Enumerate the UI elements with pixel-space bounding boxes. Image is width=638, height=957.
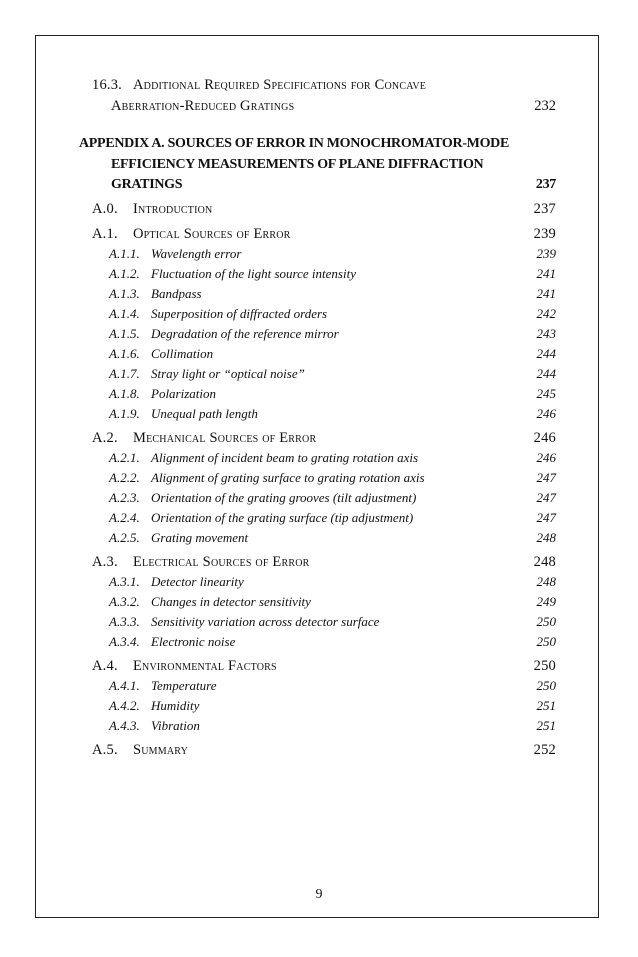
toc-subsection-number: A.3.1. xyxy=(109,574,140,589)
toc-subsection-page: 250 xyxy=(536,678,556,693)
toc-subsection-page: 244 xyxy=(536,366,556,381)
toc-section-number: A.4. xyxy=(92,658,118,674)
toc-subsection-title[interactable]: Fluctuation of the light source intensity xyxy=(151,266,356,281)
toc-section-number: A.1. xyxy=(92,226,118,242)
toc-subsection-number: A.1.8. xyxy=(109,386,140,401)
toc-section-page: 239 xyxy=(533,226,556,242)
appendix-page: 237 xyxy=(535,177,556,192)
toc-subsection-number: A.1.9. xyxy=(109,406,140,421)
toc-subsection-number: A.2.4. xyxy=(109,510,140,525)
toc-subsection-page: 244 xyxy=(536,346,556,361)
toc-section-number: A.5. xyxy=(92,742,118,758)
page-number: 9 xyxy=(315,887,323,902)
toc-subsection-number: A.3.3. xyxy=(109,614,140,629)
toc-subsection-page: 249 xyxy=(536,594,556,609)
toc-subsection-number: A.4.3. xyxy=(109,718,140,733)
toc-subsection-title[interactable]: Wavelength error xyxy=(151,246,242,261)
toc-subsection-number: A.2.5. xyxy=(109,530,140,545)
toc-section-page: 246 xyxy=(533,430,556,446)
toc-subsection-title[interactable]: Bandpass xyxy=(151,286,202,301)
toc-section-number: A.2. xyxy=(92,430,118,446)
toc-subsection-page: 250 xyxy=(536,634,556,649)
toc-subsection-page: 243 xyxy=(536,326,556,341)
toc-subsection-page: 245 xyxy=(536,386,556,401)
toc-subsection-title[interactable]: Temperature xyxy=(151,678,217,693)
toc-subsection-page: 251 xyxy=(536,718,556,733)
appendix-heading-line3[interactable]: GRATINGS xyxy=(111,177,183,192)
toc-subsection-title[interactable]: Polarization xyxy=(151,386,217,401)
toc-subsection-title[interactable]: Grating movement xyxy=(151,530,249,545)
toc-subsection-number: A.2.1. xyxy=(109,450,140,465)
toc-section-summary[interactable]: Summary xyxy=(133,742,189,758)
toc-subsection-number: A.3.2. xyxy=(109,594,140,609)
toc-subsection-title[interactable]: Unequal path length xyxy=(151,406,258,421)
toc-subsection-page: 248 xyxy=(536,574,556,589)
toc-subsection-page: 247 xyxy=(536,510,556,525)
toc-subsection-page: 251 xyxy=(536,698,556,713)
toc-subsection-title[interactable]: Stray light or “optical noise” xyxy=(151,366,305,381)
toc-section-introduction[interactable]: Introduction xyxy=(133,201,213,217)
toc-subsection-title[interactable]: Collimation xyxy=(151,346,214,361)
toc-entry-16-3-title-line2[interactable]: Aberration-Reduced Gratings xyxy=(111,98,295,114)
toc-section-electrical[interactable]: Electrical Sources of Error xyxy=(133,554,310,570)
toc-subsection-page: 248 xyxy=(536,530,556,545)
toc-subsection-number: A.1.1. xyxy=(109,246,140,261)
toc-section-optical[interactable]: Optical Sources of Error xyxy=(133,226,291,242)
toc-subsection-number: A.3.4. xyxy=(109,634,140,649)
toc-subsection-number: A.1.6. xyxy=(109,346,140,361)
toc-entry-16-3-page: 232 xyxy=(534,98,556,114)
toc-subsection-number: A.2.3. xyxy=(109,490,140,505)
toc-subsection-page: 242 xyxy=(536,306,556,321)
toc-section-number: A.0. xyxy=(92,201,118,217)
toc-section-number: A.3. xyxy=(92,554,118,570)
toc-subsection-title[interactable]: Superposition of diffracted orders xyxy=(151,306,328,321)
toc-section-page: 252 xyxy=(533,742,556,758)
toc-subsection-page: 247 xyxy=(536,470,556,485)
toc-section-environmental[interactable]: Environmental Factors xyxy=(133,658,277,674)
toc-subsection-number: A.4.1. xyxy=(109,678,140,693)
appendix-heading-line1[interactable]: APPENDIX A. SOURCES OF ERROR IN MONOCHROMATOR-MODE xyxy=(79,136,510,151)
toc-subsection-page: 246 xyxy=(536,450,556,465)
toc-subsection-page: 247 xyxy=(536,490,556,505)
toc-subsection-title[interactable]: Orientation of the grating grooves (tilt adjustment) xyxy=(151,490,417,505)
toc-subsection-number: A.1.3. xyxy=(109,286,140,301)
toc-entry-16-3-title-line1[interactable]: Additional Required Specifications for Concave xyxy=(133,77,427,93)
toc-subsection-page: 241 xyxy=(536,286,556,301)
appendix-heading-line2[interactable]: EFFICIENCY MEASUREMENTS OF PLANE DIFFRACTION xyxy=(111,157,484,172)
toc-subsection-page: 246 xyxy=(536,406,556,421)
toc-subsection-number: A.1.4. xyxy=(109,306,140,321)
toc-subsection-number: A.1.5. xyxy=(109,326,140,341)
toc-section-page: 248 xyxy=(533,554,556,570)
toc-subsection-title[interactable]: Alignment of grating surface to grating rotation axis xyxy=(151,470,425,485)
toc-subsection-number: A.4.2. xyxy=(109,698,140,713)
toc-subsection-number: A.1.2. xyxy=(109,266,140,281)
toc-subsection-title[interactable]: Alignment of incident beam to grating rotation axis xyxy=(151,450,419,465)
toc-subsection-number: A.2.2. xyxy=(109,470,140,485)
toc-subsection-page: 239 xyxy=(536,246,556,261)
toc-entry-16-3-number: 16.3. xyxy=(92,77,122,93)
toc-subsection-number: A.1.7. xyxy=(109,366,140,381)
toc-subsection-title[interactable]: Detector linearity xyxy=(151,574,244,589)
toc-subsection-title[interactable]: Degradation of the reference mirror xyxy=(151,326,339,341)
toc-subsection-title[interactable]: Changes in detector sensitivity xyxy=(151,594,311,609)
toc-subsection-title[interactable]: Sensitivity variation across detector surface xyxy=(151,614,380,629)
toc-subsection-title[interactable]: Humidity xyxy=(151,698,200,713)
toc-section-mechanical[interactable]: Mechanical Sources of Error xyxy=(133,430,317,446)
toc-section-page: 250 xyxy=(533,658,556,674)
toc-section-page: 237 xyxy=(533,201,556,217)
toc-subsection-title[interactable]: Orientation of the grating surface (tip adjustment) xyxy=(151,510,414,525)
toc-subsection-page: 250 xyxy=(536,614,556,629)
toc-subsection-page: 241 xyxy=(536,266,556,281)
toc-subsection-title[interactable]: Electronic noise xyxy=(151,634,236,649)
toc-subsection-title[interactable]: Vibration xyxy=(151,718,200,733)
